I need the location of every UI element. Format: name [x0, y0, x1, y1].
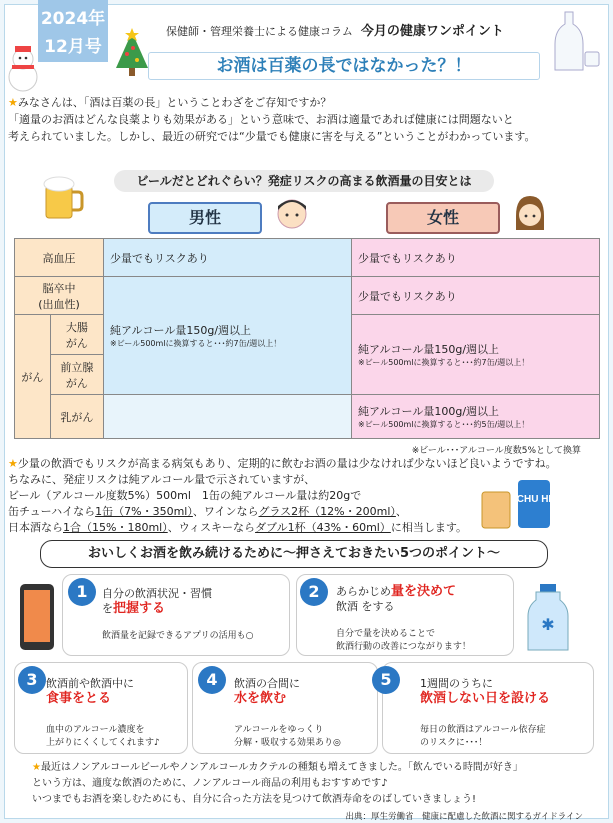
point-number-2: 2 — [300, 578, 328, 606]
intro-line-2: 「適量のお酒はどんな良薬よりも効果がある」という意味で、お酒は適量であれば健康には問題ないと — [8, 113, 514, 126]
table-row — [15, 239, 600, 277]
point-4-text: 飲酒の合間に 水を飲む — [234, 677, 300, 706]
point-1-detail: 飲酒量を記録できるアプリの活用も○ — [102, 631, 254, 641]
water-bottle-icon — [522, 582, 574, 654]
point-number-1: 1 — [68, 578, 96, 606]
section-subheading: ビールだとどれぐらい？発症リスクの高まる飲酒量の目安とは — [114, 170, 494, 192]
male-label: 男性 — [148, 202, 262, 234]
intro-line-3: 考えられていました。しかし、最近の研究では“少量でも健康に害を与える”ということがわかっています。 — [8, 130, 536, 143]
point-number-4: 4 — [198, 666, 226, 694]
issue-year: 2024年 — [40, 9, 106, 29]
closing-text: ★最近はノンアルコールビールやノンアルコールカクテルの種類も増えてきました。「飲んでいる時間が好き」 という方は、適度な飲酒のために、ノンアルコール商品の利用もおすすめです♪ いつまでもお酒を楽しむためにも、自分に合った方法を見つけて飲酒寿命をのばしていきましょう! — [32, 762, 523, 805]
issue-badge — [38, 0, 108, 62]
row-label-cancer: がん — [15, 315, 51, 439]
can-label: CHU HI — [516, 494, 552, 505]
point-number-3: 3 — [18, 666, 46, 694]
row-label-stroke: 脳卒中 (出血性) — [15, 277, 104, 315]
issue-month: 12月号 — [44, 37, 102, 57]
point-number-5: 5 — [372, 666, 400, 694]
column-label: 保健師・管理栄養士による健康コラム — [166, 25, 353, 38]
drinks-icon — [478, 476, 558, 532]
column-header — [166, 20, 504, 39]
female-cell-stroke: 少量でもリスクあり — [352, 277, 600, 315]
point-2-detail: 自分で量を決めることで 飲酒行動の改善につながります！ — [336, 629, 471, 652]
page-title: お酒は百薬の長ではなかった？！ — [148, 52, 540, 80]
male-face-icon — [274, 194, 310, 232]
point-4-detail: アルコールをゆっくり 分解・吸収する効果あり◎ — [234, 725, 341, 748]
intro-line-1: みなさんは、「酒は百薬の長」ということわざをご存知ですか？ — [17, 96, 332, 109]
svg-text:✱: ✱ — [541, 615, 555, 634]
intro-text — [8, 94, 606, 145]
christmas-tree-icon — [112, 28, 152, 80]
body-text: ★少量の飲酒でもリスクが高まる病気もあり、定期的に飲むお酒の量は少なければ少ないほど良いようですね。 ちなみに、発症リスクは純アルコール量で示されていますが、 ビール（アルコール度数5%）500ml 1缶の純アルコール量は約20gで 缶チューハイなら1缶（7%・350ml）、ワインならグラス2杯（12%・200ml）、 日本酒なら1合（15%・180ml）、ウィスキーならダブル1杯（43%・60ml）に相当します。 — [8, 457, 557, 534]
point-3-detail: 血中のアルコール濃度を 上がりにくくしてくれます♪ — [46, 725, 160, 748]
star-icon: ★ — [8, 96, 18, 109]
female-label: 女性 — [386, 202, 500, 234]
point-1-text: 自分の飲酒状況・習慣 を把握する — [102, 587, 212, 616]
row-label-colon: 大腸 がん — [50, 315, 103, 355]
point-5-detail: 毎日の飲酒はアルコール依存症 のリスクに･･･！ — [420, 725, 546, 748]
row-label-prostate: 前立腺 がん — [50, 355, 103, 395]
male-cell-hypertension: 少量でもリスクあり — [104, 239, 352, 277]
star-icon: ★ — [32, 762, 41, 773]
unit-note: ※ビール･･･アルコール度数5%として換算 — [411, 446, 581, 456]
smartphone-icon — [18, 582, 56, 652]
female-cell-150: 純アルコール量150g/週以上 ※ビール500mlに換算すると･･･約7缶/週以上！ — [352, 315, 600, 395]
row-label-hypertension: 高血圧 — [15, 239, 104, 277]
beer-mug-icon — [38, 172, 88, 222]
column-title: 今月の健康ワンポイント — [360, 24, 504, 39]
male-cell-150: 純アルコール量150g/週以上 ※ビール500mlに換算すると･･･約7缶/週以上！ — [104, 277, 352, 395]
points-title: おいしくお酒を飲み続けるために～押さえておきたい5つのポイント～ — [40, 540, 548, 568]
table-row — [15, 395, 600, 439]
star-icon: ★ — [8, 457, 18, 470]
point-2-text: あらかじめ量を決めて 飲酒 をする — [336, 584, 457, 613]
row-label-breast: 乳がん — [50, 395, 103, 439]
female-cell-100: 純アルコール量100g/週以上 ※ビール500mlに換算すると･･･約5缶/週以上！ — [352, 395, 600, 439]
source-note: 出典：厚生労働省 健康に配慮した飲酒に関するガイドライン — [345, 812, 583, 822]
risk-table — [14, 238, 600, 439]
female-face-icon — [512, 194, 548, 232]
point-3-text: 飲酒前や飲酒中に 食事をとる — [46, 677, 134, 706]
snowman-icon — [6, 44, 40, 94]
sake-bottle-icon — [543, 8, 603, 74]
male-cell-breast — [104, 395, 352, 439]
female-cell-hypertension: 少量でもリスクあり — [352, 239, 600, 277]
point-5-text: 1週間のうちに 飲酒しない日を設ける — [420, 677, 551, 706]
table-row — [15, 277, 600, 315]
